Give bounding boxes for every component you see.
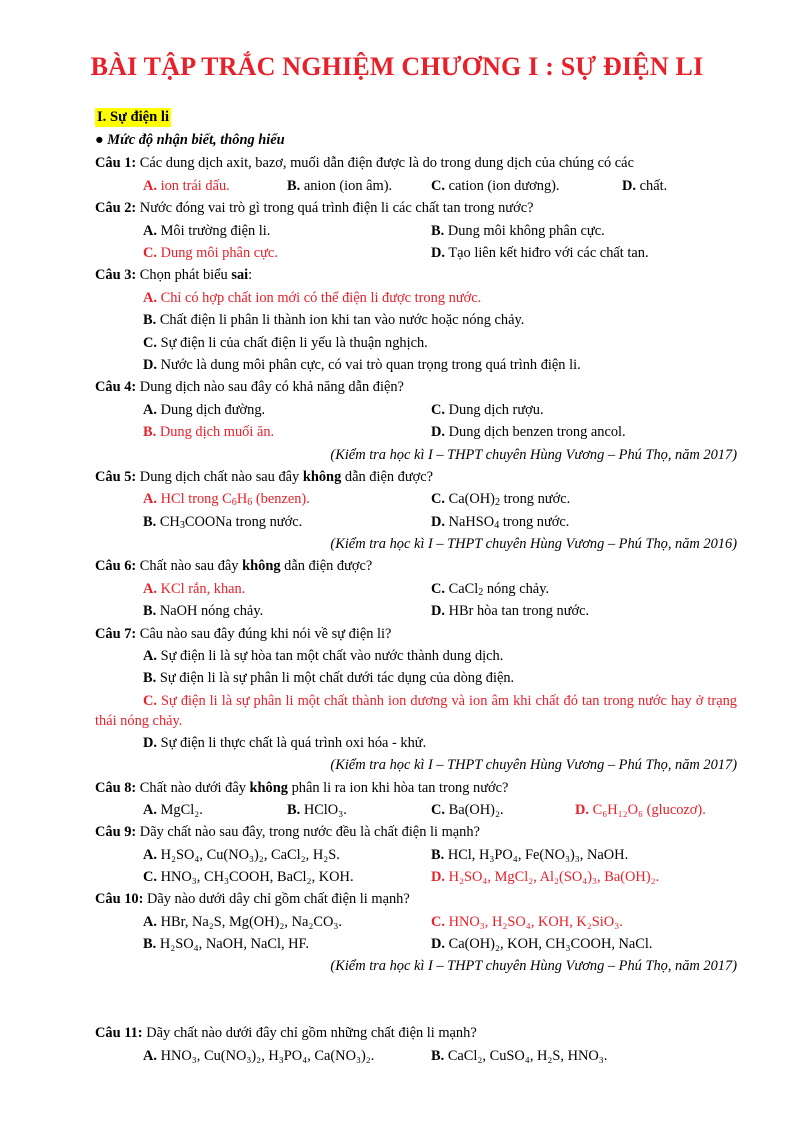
- q6-option-c: C. CaCl$_2$ nóng chảy.: [431, 581, 550, 598]
- q5-option-a: A. HCl trong $C_6H_6$ (benzen).: [143, 491, 310, 508]
- section-heading: I. Sự điện li: [97, 109, 170, 125]
- question-6: Câu 6: Chất nào sau đây không dẫn điện được?: [95, 558, 373, 574]
- q3-option-d: D. Nước là dung môi phân cực, có vai trò quan trọng trong quá trình điện li.: [143, 357, 581, 373]
- q11-option-b: B. CaCl₂, CuSO₄, H₂S, HNO₃.: [431, 1048, 608, 1064]
- q6-option-d: D. HBr hòa tan trong nước.: [431, 603, 590, 619]
- q7-option-d: D. Sự điện li thực chất là quá trình oxi hóa - khử.: [143, 735, 427, 751]
- question-4: Câu 4: Dung dịch nào sau đây có khả năng dẫn điện?: [95, 379, 404, 395]
- question-9: Câu 9: Dãy chất nào sau đây, trong nước đều là chất điện li mạnh?: [95, 824, 480, 840]
- question-2: Câu 2: Nước đóng vai trò gì trong quá trình điện li các chất tan trong nước?: [95, 200, 534, 216]
- q7-option-c: C. Sự điện li là sự phân li một chất thành ion dương và ion âm khi chất đó tan trong nước hay ở trạng thái nóng chảy.: [95, 693, 737, 729]
- q1-option-d: D. chất.: [622, 178, 668, 194]
- q7-option-a: A. Sự điện li là sự hòa tan một chất vào nước thành dung dịch.: [143, 648, 504, 664]
- q2-option-c: C. Dung môi phân cực.: [143, 245, 278, 261]
- q4-option-a: A. Dung dịch đường.: [143, 402, 266, 418]
- q8-option-d: D. C₆H₁₂O₆ (glucozơ).: [575, 802, 706, 818]
- page-title: BÀI TẬP TRẮC NGHIỆM CHƯƠNG I : SỰ ĐIỆN LI: [90, 52, 704, 81]
- question-8: Câu 8: Chất nào dưới đây không phân li ra ion khi hòa tan trong nước?: [95, 780, 509, 796]
- q1-option-b: B. anion (ion âm).: [287, 178, 393, 194]
- q4-option-b: B. Dung dịch muối ăn.: [143, 424, 275, 440]
- q9-option-d: D. H₂SO₄, MgCl₂, Al₂(SO₄)₃, Ba(OH)₂.: [431, 869, 660, 885]
- q4-source: (Kiểm tra học kì I – THPT chuyên Hùng Vương – Phú Thọ, năm 2017): [330, 447, 737, 463]
- q4-option-c: C. Dung dịch rượu.: [431, 402, 544, 418]
- q10-option-d: D. Ca(OH)₂, KOH, CH₃COOH, NaCl.: [431, 936, 653, 952]
- q2-option-a: A. Môi trường điện li.: [143, 223, 271, 239]
- q5-option-d: D. NaHSO$_4$ trong nước.: [431, 514, 570, 531]
- q8-option-b: B. HClO₃.: [287, 802, 347, 818]
- q10-source: (Kiểm tra học kì I – THPT chuyên Hùng Vương – Phú Thọ, năm 2017): [330, 958, 737, 974]
- q11-option-a: A. HNO₃, Cu(NO₃)₂, H₃PO₄, Ca(NO₃)₂.: [143, 1048, 375, 1064]
- question-7: Câu 7: Câu nào sau đây đúng khi nói về sự điện li?: [95, 626, 392, 642]
- question-1: Câu 1: Các dung dịch axit, bazơ, muối dẫn điện được là do trong dung dịch của chúng có các: [95, 155, 634, 171]
- q6-option-b: B. NaOH nóng chảy.: [143, 603, 264, 619]
- q7-option-b: B. Sự điện li là sự phân li một chất dưới tác dụng của dòng điện.: [143, 670, 515, 686]
- q2-option-d: D. Tạo liên kết hiđro với các chất tan.: [431, 245, 649, 261]
- q5-option-c: C. $Ca(OH)_2$ trong nước.: [431, 491, 571, 508]
- question-3: Câu 3: Chọn phát biểu sai:: [95, 267, 253, 283]
- level-heading: ● Mức độ nhận biết, thông hiểu: [95, 132, 285, 148]
- q9-option-b: B. HCl, H₃PO₄, Fe(NO₃)₃, NaOH.: [431, 847, 629, 863]
- question-11: Câu 11: Dãy chất nào dưới đây chỉ gồm những chất điện li mạnh?: [95, 1025, 477, 1041]
- q8-option-a: A. MgCl₂.: [143, 802, 203, 818]
- q10-option-c: C. HNO₃, H₂SO₄, KOH, K₂SiO₃.: [431, 914, 623, 930]
- q4-option-d: D. Dung dịch benzen trong ancol.: [431, 424, 626, 440]
- question-10: Câu 10: Dãy nào dưới dây chỉ gồm chất điện li mạnh?: [95, 891, 410, 907]
- q5-option-b: B. $CH_3COONa$ trong nước.: [143, 514, 303, 531]
- q5-source: (Kiểm tra học kì I – THPT chuyên Hùng Vương – Phú Thọ, năm 2016): [330, 536, 737, 552]
- q2-option-b: B. Dung môi không phân cực.: [431, 223, 605, 239]
- q7-source: (Kiểm tra học kì I – THPT chuyên Hùng Vương – Phú Thọ, năm 2017): [330, 757, 737, 773]
- q1-option-c: C. cation (ion dương).: [431, 178, 560, 194]
- q8-option-c: C. Ba(OH)₂.: [431, 802, 504, 818]
- question-5: Câu 5: Dung dịch chất nào sau đây không dẫn điện được?: [95, 469, 434, 485]
- q3-option-b: B. Chất điện li phân li thành ion khi tan vào nước hoặc nóng chảy.: [143, 312, 525, 328]
- q9-option-c: C. HNO₃, CH₃COOH, BaCl₂, KOH.: [143, 869, 354, 885]
- q3-option-a: A. Chỉ có hợp chất ion mới có thể điện li được trong nước.: [143, 290, 482, 306]
- q9-option-a: A. H₂SO₄, Cu(NO₃)₂, CaCl₂, H₂S.: [143, 847, 340, 863]
- q3-option-c: C. Sự điện li của chất điện li yếu là thuận nghịch.: [143, 335, 428, 351]
- q10-option-b: B. H₂SO₄, NaOH, NaCl, HF.: [143, 936, 310, 952]
- q10-option-a: A. HBr, Na₂S, Mg(OH)₂, Na₂CO₃.: [143, 914, 342, 930]
- q6-option-a: A. KCl rắn, khan.: [143, 581, 246, 597]
- q1-option-a: A. ion trái dấu.: [143, 178, 230, 194]
